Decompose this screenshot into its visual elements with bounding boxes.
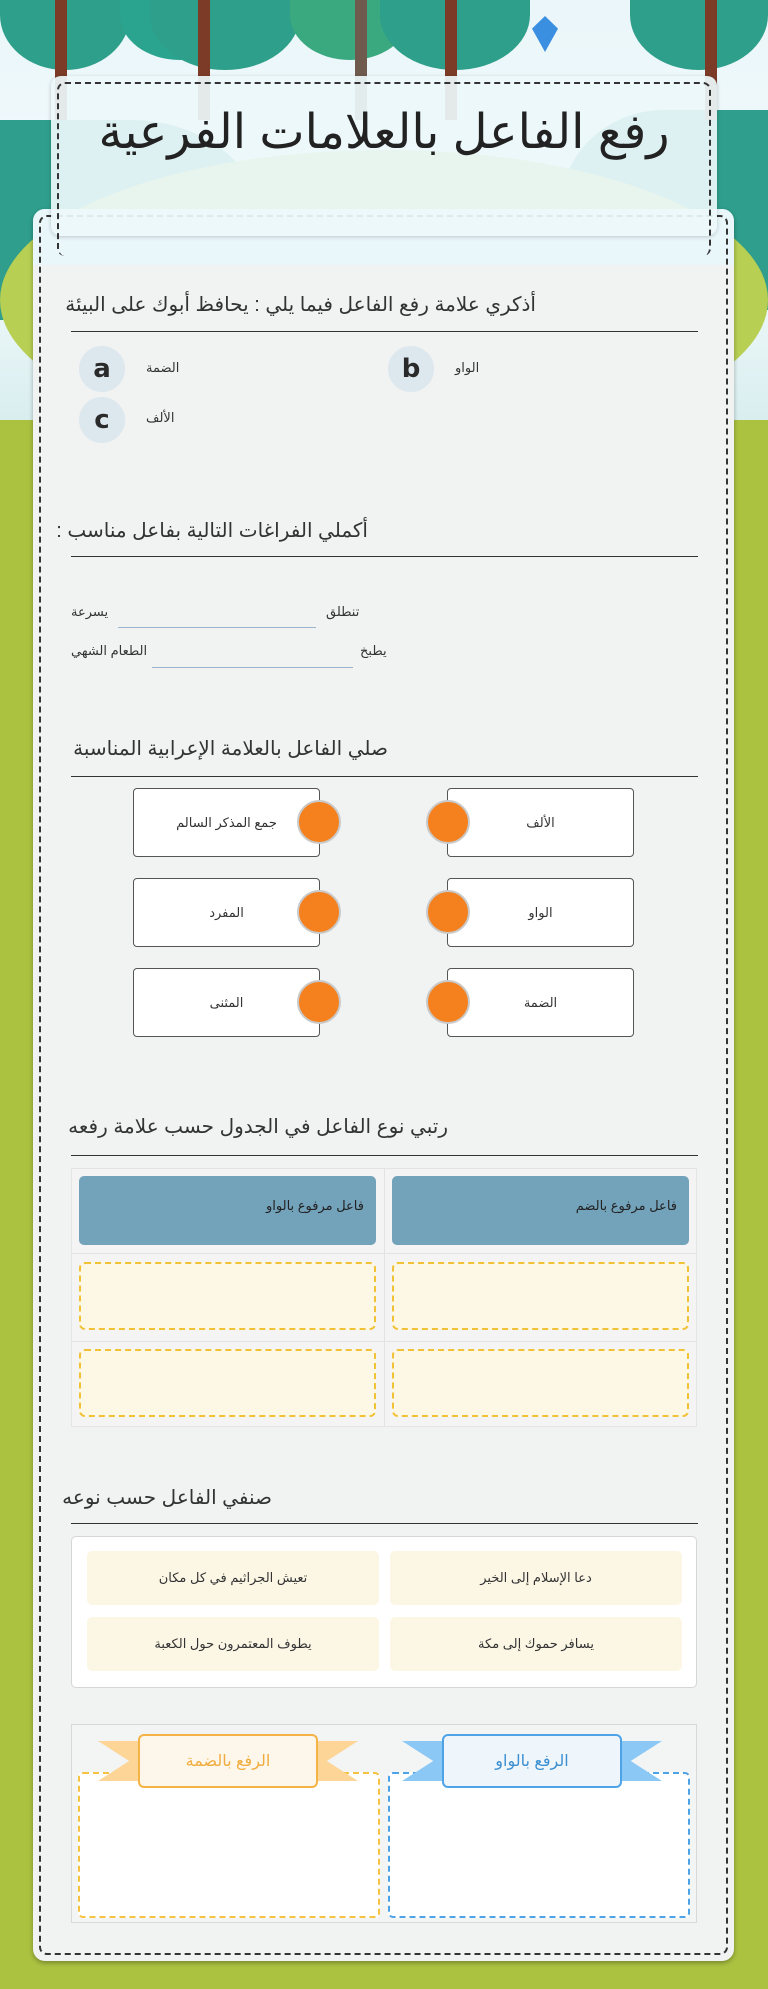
option-letter: c (94, 405, 110, 435)
tree-canopy (630, 0, 768, 70)
question-5-title: صنفي الفاعل حسب نوعه (62, 1487, 272, 1509)
page-title: رفع الفاعل بالعلامات الفرعية (98, 106, 670, 159)
match-connector-dot[interactable] (297, 980, 341, 1024)
draggable-card[interactable]: يسافر حموك إلى مكة (390, 1617, 682, 1671)
group-label-damma: الرفع بالضمة (138, 1734, 318, 1788)
match-label: الضمة (523, 994, 558, 1010)
draggable-card[interactable]: يطوف المعتمرون حول الكعبة (87, 1617, 379, 1671)
match-connector-dot[interactable] (426, 890, 470, 934)
match-left-item[interactable] (133, 788, 320, 857)
match-right-item[interactable] (447, 968, 634, 1037)
title-card (51, 76, 717, 236)
group-drop-zone-damma[interactable] (78, 1772, 380, 1918)
question-2-title: أكملي الفراغات التالية بفاعل مناسب : (56, 520, 368, 542)
question-3-title: صلي الفاعل بالعلامة الإعرابية المناسبة (73, 738, 388, 760)
divider (71, 1155, 698, 1156)
draggable-card[interactable]: تعيش الجراثيم في كل مكان (87, 1551, 379, 1605)
option-c-label[interactable]: الألف (146, 410, 175, 425)
option-b-label[interactable]: الواو (455, 360, 480, 375)
match-right-item[interactable] (447, 788, 634, 857)
option-letter: b (401, 354, 421, 384)
table-drop-zone[interactable] (392, 1349, 689, 1417)
blank-1-input[interactable] (118, 606, 316, 628)
draggable-card[interactable]: دعا الإسلام إلى الخير (390, 1551, 682, 1605)
table-drop-zone[interactable] (392, 1262, 689, 1330)
match-connector-dot[interactable] (297, 800, 341, 844)
group-sort-area (71, 1724, 697, 1923)
match-label: المفرد (209, 904, 244, 920)
divider (71, 776, 698, 777)
option-letter: a (93, 354, 111, 384)
sentence-1-end: يسرعة (71, 604, 109, 619)
table-header-damma: فاعل مرفوع بالضم (392, 1176, 689, 1245)
sort-table (71, 1168, 697, 1427)
worksheet-card (33, 209, 734, 1961)
match-label: الواو (528, 904, 553, 920)
option-c-button[interactable] (79, 397, 125, 443)
question-4-title: رتبي نوع الفاعل في الجدول حسب علامة رفعه (68, 1116, 448, 1138)
match-left-item[interactable] (133, 878, 320, 947)
option-a-label[interactable]: الضمة (146, 360, 180, 375)
row-divider (72, 1341, 696, 1342)
option-a-button[interactable] (79, 346, 125, 392)
blank-2-input[interactable] (152, 646, 353, 668)
sentence-2-start: يطبخ (360, 643, 387, 658)
match-label: المثنى (209, 994, 244, 1010)
dashed-border (39, 215, 728, 1955)
option-b-button[interactable] (388, 346, 434, 392)
group-label-waw: الرفع بالواو (442, 1734, 622, 1788)
divider (71, 1523, 698, 1524)
table-drop-zone[interactable] (79, 1349, 376, 1417)
divider (71, 331, 698, 332)
column-divider (384, 1169, 385, 1426)
match-label: الألف (526, 814, 555, 830)
sentence-2-end: الطعام الشهي (71, 643, 148, 658)
match-label: جمع المذكر السالم (176, 814, 277, 830)
match-right-item[interactable] (447, 878, 634, 947)
table-drop-zone[interactable] (79, 1262, 376, 1330)
question-1-title: أذكري علامة رفع الفاعل فيما يلي : يحافظ أبوك على البيئة (65, 294, 536, 316)
divider (71, 556, 698, 557)
sentence-1-start: تنطلق (326, 604, 360, 619)
group-drop-zone-waw[interactable] (388, 1772, 690, 1918)
row-divider (72, 1253, 696, 1254)
match-connector-dot[interactable] (426, 800, 470, 844)
match-connector-dot[interactable] (426, 980, 470, 1024)
match-connector-dot[interactable] (297, 890, 341, 934)
card-pool (71, 1536, 697, 1688)
kite-icon (532, 16, 558, 52)
match-left-item[interactable] (133, 968, 320, 1037)
table-header-waw: فاعل مرفوع بالواو (79, 1176, 376, 1245)
